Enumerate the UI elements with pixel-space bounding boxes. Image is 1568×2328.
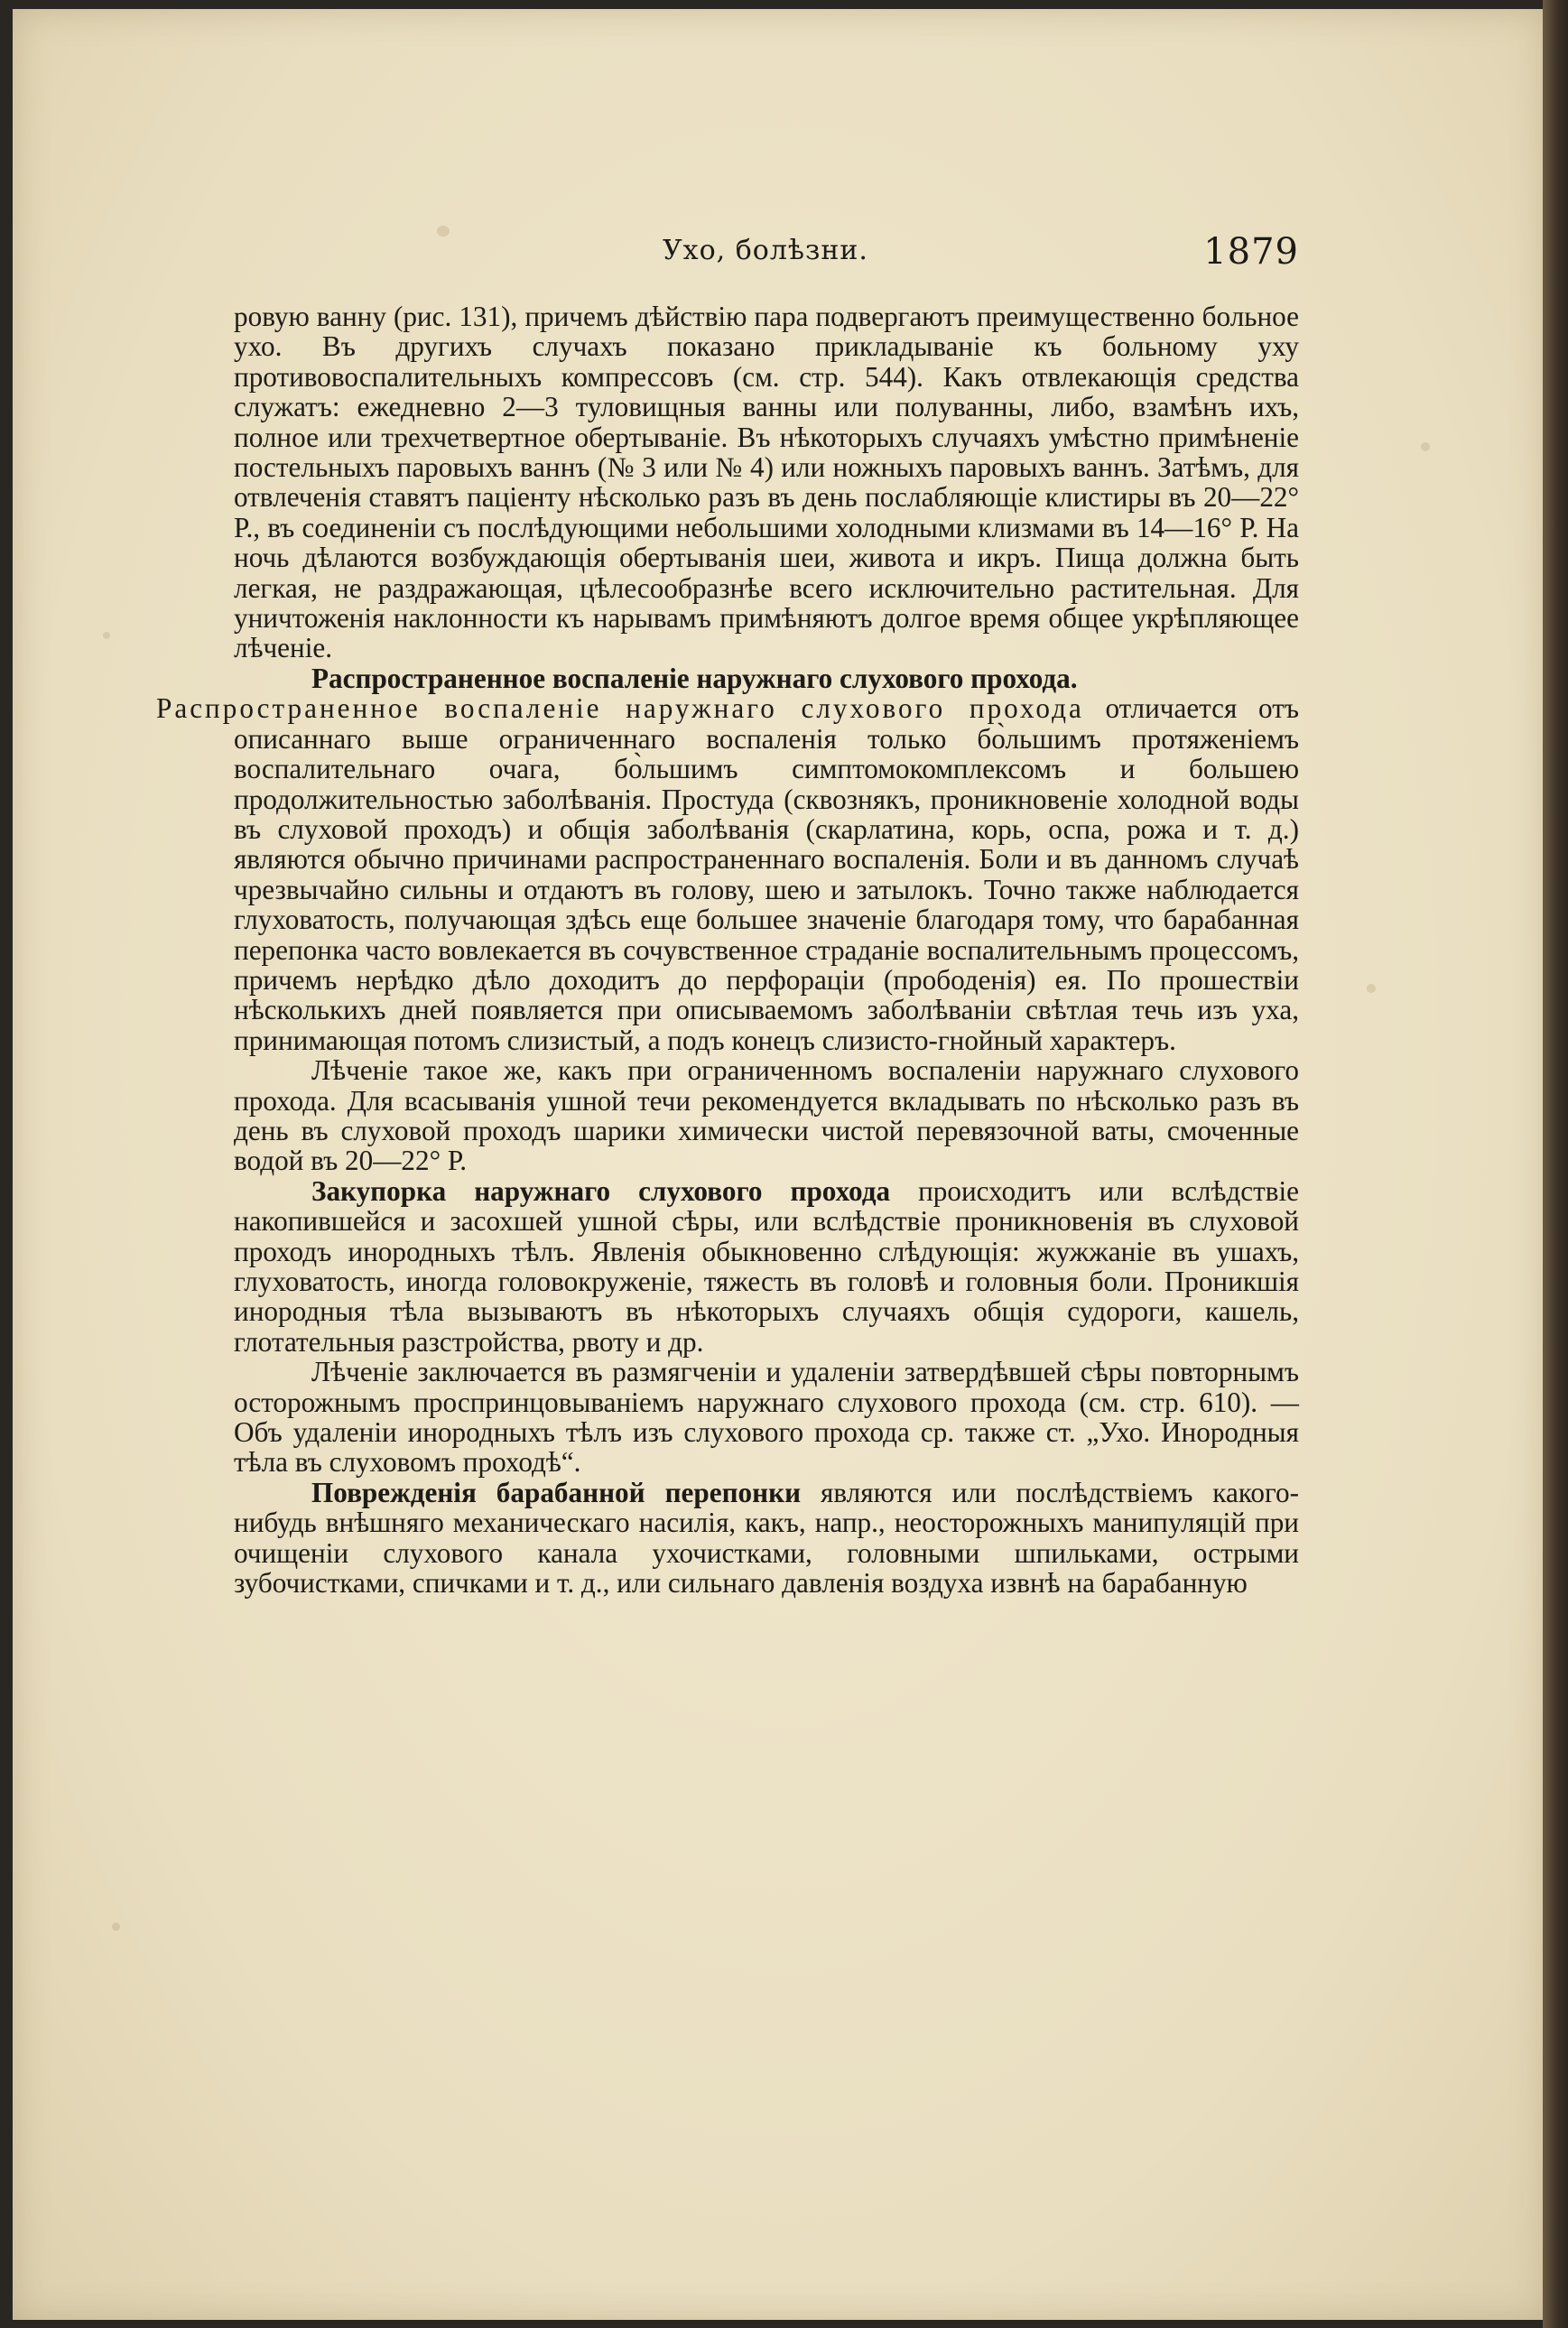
paragraph	[156, 662, 1299, 1056]
spaced-term: Распространенное воспаленіе наружнаго слухового прохода	[156, 692, 1084, 725]
paragraph-text: являются или послѣдствіемъ какого-нибудь внѣшняго механическаго насилія, какъ, напр., неосторожныхъ манипуляцій при очищеніи слухового канала ухочистками, головными шпильками, острыми зубочистками, спичками и т. д., или сильнаго давленія воздуха извнѣ на барабанную	[234, 1476, 1299, 1600]
paragraph	[234, 301, 1299, 663]
paper-stain	[1367, 984, 1376, 993]
book-spine	[1543, 0, 1568, 2328]
page-header	[243, 231, 1299, 285]
paper-stain	[112, 1923, 120, 1931]
paragraph	[234, 1478, 1299, 1599]
paper-stain	[103, 632, 110, 639]
body-text	[156, 301, 1299, 1600]
paragraph-text: ровую ванну (рис. 131), причемъ дѣйствію пара подвергаютъ преимущественно больное ухо. Въ другихъ случахъ показано прикладываніе къ больному уху противовоспалительныхъ компрессовъ (см. стр. 544). Какъ отвлекающія средства служатъ: ежедневно 2—3 туловищныя ванны или полуванны, либо, взамѣнъ ихъ, полное или трехчетвертное обертываніе. Въ нѣкоторыхъ случаяхъ умѣстно примѣненіе постельныхъ паровыхъ ваннъ (№ 3 или № 4) или ножныхъ паровыхъ ваннъ. Затѣмъ, для отвлеченія ставятъ паціенту нѣсколько разъ въ день послабляющіе клистиры въ 20—22° Р., въ соединеніи съ послѣдующими небольшими холодными клизмами въ 14—16° Р. На ночь дѣлаются возбуждающія обертыванія шеи, живота и икръ. Пища должна быть легкая, не раздражающая, цѣлесообразнѣе всего исключительно растительная. Для уничтоженія наклонности къ нарывамъ примѣняютъ долгое время общее укрѣпляющее лѣченіе.	[234, 301, 1299, 664]
paragraph	[234, 1055, 1299, 1176]
page-number: 1879	[1203, 231, 1299, 273]
section-heading: Закупорка наружнаго слухового прохода	[311, 1174, 891, 1207]
running-title: Ухо, болѣзни.	[663, 235, 868, 266]
section-heading: Распространенное воспаленіе наружнаго слухового прохода.	[311, 662, 1078, 694]
paragraph-text: происходитъ или вслѣдствіе накопившейся и засохшей ушной сѣры, или вслѣдствіе проникновенія въ слуховой проходъ инородныхъ тѣлъ. Явленія обыкновенно слѣдующія: жужжаніе въ ушахъ, глуховатость, иногда головокруженіе, тяжесть въ головѣ и головныя боли. Проникшія инородныя тѣла вызываютъ въ нѣкоторыхъ случаяхъ общія судороги, кашель, глотательныя разстройства, рвоту и др.	[234, 1174, 1299, 1358]
paragraph	[234, 1357, 1299, 1478]
paragraph-text: Лѣченіе заключается въ размягченіи и удаленіи затвердѣвшей сѣры повторнымъ осторожнымъ проспринцовываніемъ наружнаго слухового прохода (см. стр. 610). — Объ удаленіи инородныхъ тѣлъ изъ слухового прохода ср. также ст. „Ухо. Инородныя тѣла въ слуховомъ проходѣ“.	[234, 1356, 1299, 1479]
paragraph	[234, 1176, 1299, 1357]
paragraph-text: отличается отъ описаннаго выше ограниченнаго воспаленія только бо̀льшимъ протяженіемъ воспалительнаго очага, бо̀льшимъ симптомокомплексомъ и большею продолжительностью заболѣванія. Простуда (сквознякъ, проникновеніе холодной воды въ слуховой проходъ) и общія заболѣванія (скарлатина, корь, оспа, рожа и т. д.) являются обычно причинами распространеннаго воспаленія. Боли и въ данномъ случаѣ чрезвычайно сильны и отдаютъ въ голову, шею и затылокъ. Точно также наблюдается глуховатость, получающая здѣсь еще большее значеніе благодаря тому, что барабанная перепонка часто вовлекается въ сочувственное страданіе воспалительнымъ процессомъ, причемъ нерѣдко дѣло доходитъ до перфораціи (прободенія) ея. По прошествіи нѣсколькихъ дней появляется при описываемомъ заболѣваніи свѣтлая течь изъ уха, принимающая потомъ слизистый, а подъ конецъ слизисто-гнойный характеръ.	[234, 692, 1299, 1056]
section-heading: Поврежденія барабанной перепонки	[311, 1476, 802, 1508]
book-page	[13, 9, 1547, 2320]
paper-stain	[1421, 442, 1430, 451]
paragraph-text: Лѣченіе такое же, какъ при ограниченномъ воспаленіи наружнаго слухового прохода. Для всасыванія ушной течи рекомендуется вкладывать по нѣсколько разъ въ день въ слуховой проходъ шарики химически чистой перевязочной ваты, смоченные водой въ 20—22° Р.	[234, 1054, 1299, 1177]
